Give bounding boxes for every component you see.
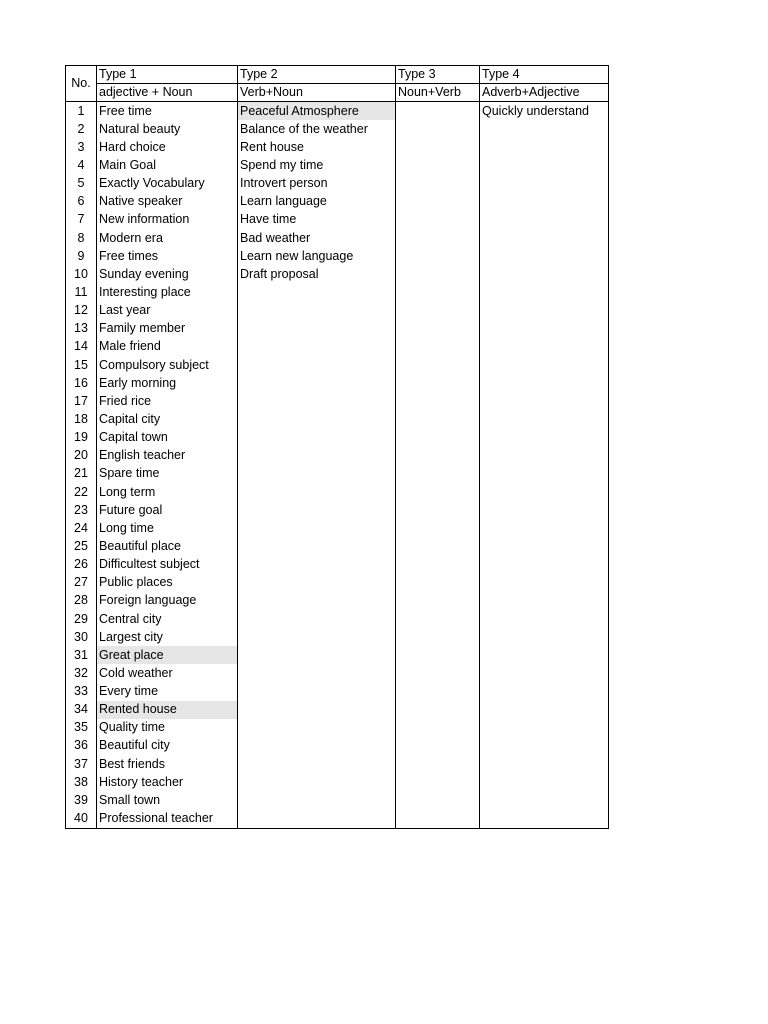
type-1-cell: Sunday evening [97,265,238,283]
table-row [66,610,609,628]
table-row [66,501,609,519]
type-3-cell [396,156,480,174]
type-1-cell: Free times [97,247,238,265]
type-2-cell [238,374,396,392]
type-4-cell [480,429,609,447]
table-row [66,429,609,447]
row-number-cell: 5 [66,175,97,193]
type-4-cell [480,537,609,555]
table-row [66,392,609,410]
type-4-cell [480,247,609,265]
row-number-cell: 24 [66,519,97,537]
type-4-cell [480,664,609,682]
type-3-cell [396,465,480,483]
table-row [66,646,609,664]
type-4-cell [480,320,609,338]
type-3-cell [396,302,480,320]
type-2-cell [238,610,396,628]
type-1-cell: Long time [97,519,238,537]
type-4-cell [480,156,609,174]
type-1-cell: Free time [97,102,238,121]
type-2-cell [238,701,396,719]
type-3-cell [396,175,480,193]
type-2-cell [238,537,396,555]
type-2-cell: Learn new language [238,247,396,265]
type-4-cell [480,193,609,211]
row-number-cell: 32 [66,664,97,682]
type-1-cell: Capital town [97,429,238,447]
type-3-cell [396,610,480,628]
table-row [66,410,609,428]
type-4-cell [480,719,609,737]
type-2-cell [238,628,396,646]
type-1-cell: Small town [97,791,238,809]
table-row [66,138,609,156]
subheader-type-3: Noun+Verb [396,84,480,102]
row-number-cell: 26 [66,556,97,574]
type-3-cell [396,791,480,809]
type-3-cell [396,556,480,574]
type-1-cell: Natural beauty [97,120,238,138]
type-4-cell [480,465,609,483]
table-row [66,102,609,121]
type-4-cell [480,501,609,519]
row-number-cell: 14 [66,338,97,356]
type-3-cell [396,265,480,283]
type-2-cell [238,791,396,809]
row-number-cell: 20 [66,447,97,465]
row-number-cell: 35 [66,719,97,737]
row-number-cell: 8 [66,229,97,247]
header-row-types [66,66,609,84]
row-number-cell: 1 [66,102,97,121]
type-3-cell [396,283,480,301]
table-row [66,773,609,791]
type-1-cell: Spare time [97,465,238,483]
table-row [66,809,609,829]
type-3-cell [396,664,480,682]
table-row [66,229,609,247]
table-row [66,556,609,574]
row-number-cell: 34 [66,701,97,719]
collocation-table [65,65,609,829]
subheader-type-2: Verb+Noun [238,84,396,102]
row-number-cell: 33 [66,683,97,701]
type-4-cell [480,683,609,701]
type-2-cell [238,320,396,338]
type-1-cell: Family member [97,320,238,338]
table-row [66,247,609,265]
table-row [66,719,609,737]
row-number-cell: 16 [66,374,97,392]
row-number-cell: 13 [66,320,97,338]
type-1-cell: Main Goal [97,156,238,174]
type-4-cell [480,592,609,610]
type-3-cell [396,501,480,519]
type-3-cell [396,537,480,555]
type-3-cell [396,773,480,791]
type-4-cell [480,338,609,356]
table-row [66,537,609,555]
table-row [66,211,609,229]
type-1-cell: Exactly Vocabulary [97,175,238,193]
type-3-cell [396,683,480,701]
type-1-cell: Cold weather [97,664,238,682]
header-no: No. [66,66,97,102]
type-1-cell: Public places [97,574,238,592]
type-3-cell [396,120,480,138]
table-row [66,120,609,138]
type-4-cell [480,120,609,138]
type-4-cell: Quickly understand [480,102,609,121]
type-3-cell [396,229,480,247]
row-number-cell: 17 [66,392,97,410]
type-2-cell [238,392,396,410]
header-row-patterns [66,84,609,102]
type-2-cell [238,501,396,519]
type-1-cell: Native speaker [97,193,238,211]
type-1-cell: Future goal [97,501,238,519]
type-4-cell [480,519,609,537]
row-number-cell: 3 [66,138,97,156]
type-2-cell [238,302,396,320]
type-4-cell [480,302,609,320]
row-number-cell: 11 [66,283,97,301]
row-number-cell: 22 [66,483,97,501]
type-4-cell [480,701,609,719]
type-3-cell [396,646,480,664]
table-row [66,156,609,174]
type-2-cell [238,410,396,428]
type-2-cell: Bad weather [238,229,396,247]
table-row [66,519,609,537]
type-4-cell [480,229,609,247]
type-4-cell [480,773,609,791]
subheader-type-1: adjective + Noun [97,84,238,102]
type-2-cell: Learn language [238,193,396,211]
type-1-cell: Beautiful city [97,737,238,755]
type-1-cell: Rented house [97,701,238,719]
type-3-cell [396,247,480,265]
type-3-cell [396,755,480,773]
row-number-cell: 30 [66,628,97,646]
header-type-4: Type 4 [480,66,609,84]
type-3-cell [396,193,480,211]
table-row [66,791,609,809]
table-row [66,737,609,755]
row-number-cell: 21 [66,465,97,483]
type-3-cell [396,410,480,428]
row-number-cell: 36 [66,737,97,755]
row-number-cell: 28 [66,592,97,610]
table-row [66,755,609,773]
type-2-cell [238,755,396,773]
type-4-cell [480,175,609,193]
row-number-cell: 10 [66,265,97,283]
table-row [66,265,609,283]
type-1-cell: Long term [97,483,238,501]
type-3-cell [396,392,480,410]
row-number-cell: 37 [66,755,97,773]
type-3-cell [396,628,480,646]
type-3-cell [396,138,480,156]
table-row [66,356,609,374]
table-row [66,193,609,211]
table-row [66,483,609,501]
type-3-cell [396,519,480,537]
type-2-cell [238,465,396,483]
row-number-cell: 4 [66,156,97,174]
table-row [66,175,609,193]
type-2-cell [238,719,396,737]
type-4-cell [480,755,609,773]
type-2-cell [238,429,396,447]
header-type-2: Type 2 [238,66,396,84]
type-1-cell: Early morning [97,374,238,392]
type-4-cell [480,283,609,301]
type-3-cell [396,338,480,356]
type-3-cell [396,102,480,121]
row-number-cell: 40 [66,809,97,829]
type-2-cell: Draft proposal [238,265,396,283]
type-1-cell: Great place [97,646,238,664]
table-row [66,628,609,646]
type-2-cell: Introvert person [238,175,396,193]
row-number-cell: 6 [66,193,97,211]
type-1-cell: Interesting place [97,283,238,301]
type-1-cell: Professional teacher [97,809,238,829]
type-2-cell: Balance of the weather [238,120,396,138]
header-type-1: Type 1 [97,66,238,84]
type-2-cell: Spend my time [238,156,396,174]
table-row [66,592,609,610]
type-4-cell [480,574,609,592]
table-row [66,338,609,356]
type-3-cell [396,483,480,501]
type-3-cell [396,809,480,829]
row-number-cell: 12 [66,302,97,320]
type-2-cell [238,356,396,374]
table-row [66,374,609,392]
type-3-cell [396,719,480,737]
type-3-cell [396,374,480,392]
row-number-cell: 18 [66,410,97,428]
type-4-cell [480,356,609,374]
type-2-cell [238,683,396,701]
type-4-cell [480,646,609,664]
type-3-cell [396,737,480,755]
type-1-cell: Every time [97,683,238,701]
row-number-cell: 23 [66,501,97,519]
type-2-cell [238,574,396,592]
type-1-cell: Compulsory subject [97,356,238,374]
table-row [66,701,609,719]
type-1-cell: Best friends [97,755,238,773]
row-number-cell: 29 [66,610,97,628]
type-1-cell: Largest city [97,628,238,646]
type-2-cell: Rent house [238,138,396,156]
row-number-cell: 2 [66,120,97,138]
type-2-cell [238,809,396,829]
table-row [66,283,609,301]
type-3-cell [396,574,480,592]
type-1-cell: Beautiful place [97,537,238,555]
type-3-cell [396,320,480,338]
type-2-cell [238,592,396,610]
type-3-cell [396,211,480,229]
type-2-cell [238,447,396,465]
type-1-cell: Last year [97,302,238,320]
row-number-cell: 31 [66,646,97,664]
type-3-cell [396,447,480,465]
type-4-cell [480,809,609,829]
type-2-cell [238,646,396,664]
row-number-cell: 38 [66,773,97,791]
type-4-cell [480,791,609,809]
row-number-cell: 25 [66,537,97,555]
row-number-cell: 27 [66,574,97,592]
type-4-cell [480,211,609,229]
row-number-cell: 9 [66,247,97,265]
type-4-cell [480,628,609,646]
type-1-cell: Fried rice [97,392,238,410]
type-2-cell [238,664,396,682]
table-row [66,465,609,483]
type-2-cell: Have time [238,211,396,229]
type-1-cell: Central city [97,610,238,628]
header-type-3: Type 3 [396,66,480,84]
type-1-cell: Male friend [97,338,238,356]
type-2-cell: Peaceful Atmosphere [238,102,396,121]
type-3-cell [396,592,480,610]
row-number-cell: 19 [66,429,97,447]
type-1-cell: History teacher [97,773,238,791]
type-1-cell: Hard choice [97,138,238,156]
type-4-cell [480,556,609,574]
type-2-cell [238,519,396,537]
type-4-cell [480,392,609,410]
type-4-cell [480,483,609,501]
type-2-cell [238,338,396,356]
type-1-cell: Capital city [97,410,238,428]
type-4-cell [480,374,609,392]
type-2-cell [238,737,396,755]
type-1-cell: Modern era [97,229,238,247]
table-row [66,683,609,701]
type-2-cell [238,283,396,301]
type-4-cell [480,410,609,428]
table-row [66,447,609,465]
type-4-cell [480,265,609,283]
type-2-cell [238,773,396,791]
row-number-cell: 39 [66,791,97,809]
table-row [66,664,609,682]
type-1-cell: New information [97,211,238,229]
type-4-cell [480,138,609,156]
table-row [66,574,609,592]
type-3-cell [396,356,480,374]
type-1-cell: Quality time [97,719,238,737]
type-3-cell [396,429,480,447]
type-2-cell [238,556,396,574]
type-1-cell: Difficultest subject [97,556,238,574]
row-number-cell: 15 [66,356,97,374]
table-row [66,320,609,338]
type-4-cell [480,447,609,465]
type-2-cell [238,483,396,501]
type-3-cell [396,701,480,719]
subheader-type-4: Adverb+Adjective [480,84,609,102]
type-4-cell [480,610,609,628]
type-1-cell: English teacher [97,447,238,465]
type-1-cell: Foreign language [97,592,238,610]
type-4-cell [480,737,609,755]
row-number-cell: 7 [66,211,97,229]
table-row [66,302,609,320]
